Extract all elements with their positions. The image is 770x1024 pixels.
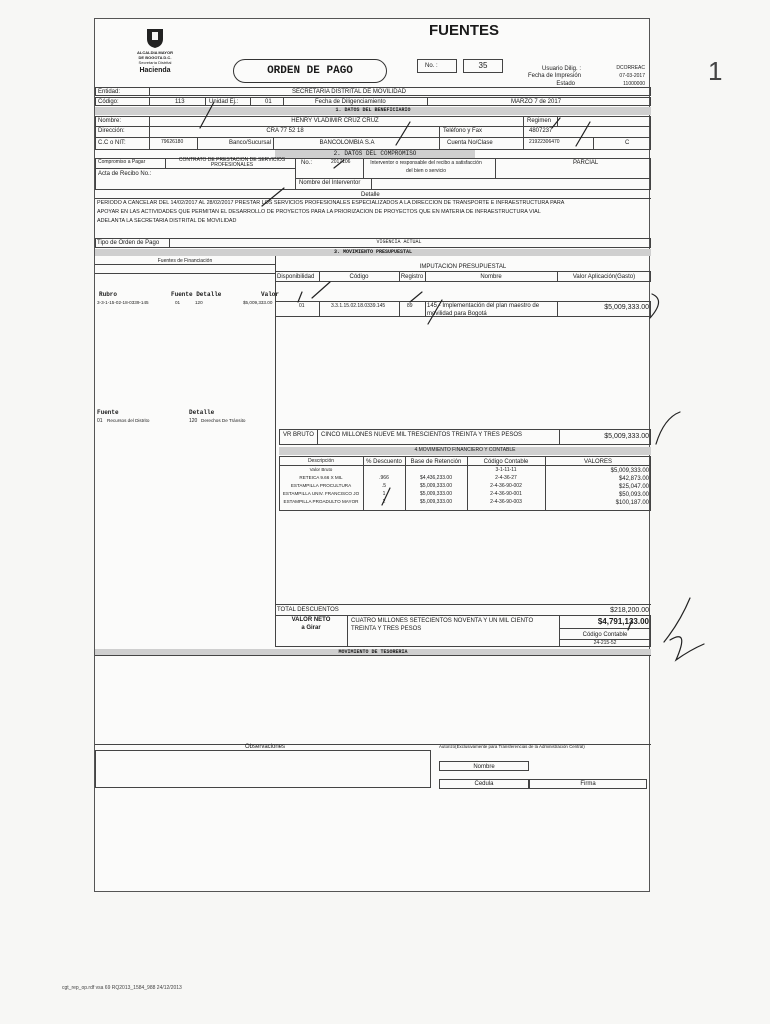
commitment-no-value: 2017106 bbox=[331, 159, 351, 165]
col-registro: Registro bbox=[400, 274, 424, 280]
account-label: Cuenta No/Clase bbox=[447, 140, 493, 146]
imputation-name-2: movilidad para Bogotá bbox=[427, 311, 487, 317]
total-discounts-label: TOTAL DESCUENTOS bbox=[277, 607, 339, 613]
fin-r1-val: $42,873.00 bbox=[618, 476, 649, 482]
beneficiary-section-title: 1. DATOS DEL BENEFICIARIO bbox=[335, 107, 411, 113]
account-value: 21922306470 bbox=[529, 139, 560, 145]
regimen-label: Regimen bbox=[527, 118, 552, 124]
col-codigo: Código bbox=[349, 274, 369, 280]
nit-value: 79626180 bbox=[161, 139, 184, 145]
fin-r0-desc: Valor Bruto bbox=[309, 467, 333, 472]
fin-r2-val: $25,047.00 bbox=[618, 484, 649, 490]
order-type-value: VIGENCIA ACTUAL bbox=[376, 239, 422, 245]
logo-line-1: ALCALDIA MAYOR bbox=[137, 50, 173, 55]
fin-r4-pct: 2 bbox=[382, 499, 386, 505]
interventor-note: Interventor o responsable del recibo a satisfacción del bien o servicio bbox=[370, 160, 482, 174]
user-value: DCORREAC bbox=[616, 65, 645, 71]
fin-r3-base: $5,009,333.00 bbox=[420, 491, 452, 497]
commitment-no-label: No.: bbox=[301, 160, 313, 166]
authorized-label: Autorizó(Exclusivamente para Transferencias de la Administración Central) bbox=[439, 744, 585, 749]
detalle-label: Detalle bbox=[189, 409, 215, 416]
address-value: CRA 77 52 18 bbox=[266, 128, 304, 134]
fin-r4-base: $5,009,333.00 bbox=[420, 499, 452, 505]
fin-r1-code: 2-4-36-27 bbox=[495, 475, 517, 481]
det-value: 120 bbox=[189, 418, 198, 424]
fin-r4-val: $100,187.00 bbox=[615, 500, 649, 506]
fin-h-code: Código Contable bbox=[483, 459, 529, 465]
gross-words: CINCO MILLONES NUEVE MIL TRESCIENTOS TREINTA Y TRES PESOS bbox=[321, 432, 523, 438]
bank-label: Banco/Sucursal bbox=[229, 140, 272, 146]
finance-section-title: 4.MOVIMIENTO FINANCIERO Y CONTABLE bbox=[414, 447, 516, 453]
imputation-name-1: 145 - Implementación del plan maestro de bbox=[427, 303, 540, 309]
gross-value: $5,009,333.00 bbox=[604, 433, 649, 440]
print-date-label: Fecha de Impresión bbox=[527, 73, 581, 79]
src-name: Recursos del Distrito bbox=[107, 418, 150, 423]
fin-r1-pct: .966 bbox=[379, 475, 389, 481]
unit-value: 01 bbox=[265, 99, 272, 105]
imputation-disp: 01 bbox=[299, 303, 305, 309]
funding-title: Fuentes de Financiación bbox=[157, 258, 213, 264]
fin-h-pct: % Descuento bbox=[366, 459, 402, 465]
logo-line-2: DE BOGOTA D.C. bbox=[138, 55, 172, 60]
fin-r3-pct: 1 bbox=[382, 491, 386, 497]
account-class: C bbox=[625, 140, 630, 146]
rubro-value: 3-3-1-15-02-18-0339-145 bbox=[97, 300, 149, 305]
commitment-section-title: 2. DATOS DEL COMPROMISO bbox=[333, 150, 417, 157]
col-nombre: Nombre bbox=[480, 274, 502, 280]
receipt-act-label: Acta de Recibo No.: bbox=[98, 171, 152, 177]
fin-r0-val: $5,009,333.00 bbox=[610, 468, 649, 474]
net-label-1: VALOR NETO bbox=[291, 617, 331, 623]
fin-r1-desc: RETEICA 9.66 X MIL bbox=[299, 475, 343, 480]
nit-label: C.C o NIT: bbox=[98, 140, 126, 146]
order-title: ORDEN DE PAGO bbox=[267, 65, 353, 77]
authorized-id-label: Cedula bbox=[474, 781, 494, 787]
order-type-label: Tipo de Orden de Pago bbox=[97, 240, 160, 246]
name-value: HENRY VLADIMIR CRUZ CRUZ bbox=[291, 118, 379, 124]
observations-label: Observaciones bbox=[244, 744, 286, 750]
net-words: CUATRO MILLONES SETECIENTOS NOVENTA Y UN MIL CIENTO TREINTA Y TRES PESOS bbox=[351, 618, 534, 632]
bank-value: BANCOLOMBIA S.A bbox=[319, 140, 375, 146]
col-disponibilidad: Disponibilidad bbox=[277, 274, 315, 280]
logo-line-3: Secretaría Distrital bbox=[138, 60, 172, 65]
fin-r2-code: 2-4-36-90-002 bbox=[490, 483, 522, 489]
state-value: 11000000 bbox=[623, 81, 645, 87]
net-account-value: 24-215-52 bbox=[593, 640, 617, 646]
fin-h-val: VALORES bbox=[584, 459, 612, 465]
total-discounts-value: $218,200.00 bbox=[610, 607, 649, 614]
commitment-label: Compromiso a Pagar bbox=[98, 159, 146, 165]
fin-r4-desc: ESTAMPILLA PROADULTO MAYOR bbox=[283, 499, 359, 504]
signature-label: Firma bbox=[580, 781, 596, 787]
detail-line-1: PERIODO A CANCELAR DEL 14/02/2017 AL 28/02/2017 PRESTAR LOS SERVICIOS PROFESIONALES ESPECIALIZADOS A LA DIRECCION DE TRANSPORTE E INFRAESTRUCTURA PARA bbox=[97, 200, 565, 206]
fuente-detalle-label: Fuente Detalle bbox=[171, 291, 222, 298]
user-label: Usuario Dilig. : bbox=[541, 66, 581, 72]
det-name: Derechos De Tránsito bbox=[201, 418, 246, 423]
imputation-code: 3.3.1.15.02.18.0339.145 bbox=[331, 303, 386, 309]
entity-label: Entidad: bbox=[98, 89, 121, 95]
fill-date-value: MARZO 7 de 2017 bbox=[511, 99, 562, 105]
treasury-section-title: MOVIMIENTO DE TESORERIA bbox=[338, 649, 408, 655]
address-label: Dirección: bbox=[98, 128, 125, 134]
detail-line-2: APOYAR EN LAS ACTIVIDADES QUE PERMITAN EL DESARROLLO DE PROYECTOS PARA LA PRIORIZACION DE PROYECTOS QUE EN MATERIA DE INFRAESTRUCTURA VIAL bbox=[97, 209, 541, 215]
fin-r4-code: 2-4-36-90-003 bbox=[490, 499, 522, 505]
valor-label: Valor bbox=[261, 291, 280, 298]
partial-label: PARCIAL bbox=[573, 160, 599, 166]
phone-label: Teléfono y Fax bbox=[443, 128, 483, 134]
fin-r3-val: $50,093.00 bbox=[618, 492, 649, 498]
report-footer: cgt_rep_op.rdf vsa 69 RQ2013_1584_988 24/12/2013 bbox=[62, 985, 182, 991]
name-label: Nombre: bbox=[98, 118, 122, 124]
entity-value: SECRETARIA DISTRITAL DE MOVILIDAD bbox=[292, 89, 406, 95]
rubro-amount: $5,009,333.00 bbox=[243, 300, 273, 305]
number-value: 35 bbox=[478, 61, 488, 70]
fin-r2-desc: ESTAMPILLA PROCULTURA bbox=[290, 483, 352, 488]
authorized-name-label: Nombre bbox=[473, 764, 495, 770]
fin-h-base: Base de Retención bbox=[410, 459, 462, 465]
imputation-title: IMPUTACION PRESUPUESTAL bbox=[419, 264, 507, 270]
net-label-2: a Girar bbox=[301, 625, 321, 631]
net-account-label: Código Contable bbox=[582, 632, 628, 638]
phone-value: 4807237 bbox=[529, 128, 553, 134]
fill-date-label: Fecha de Diligenciamiento bbox=[315, 99, 386, 105]
detail-line-3: ADELANTA LA SECRETARIA DISTRITAL DE MOVILIDAD bbox=[97, 218, 237, 224]
detail-label: Detalle bbox=[361, 192, 380, 198]
number-label: No. : bbox=[425, 63, 438, 69]
page-number-marker: 1 bbox=[708, 56, 723, 86]
rubro-label: Rubro bbox=[99, 291, 118, 298]
fin-r0-code: 3-1-11-11 bbox=[495, 467, 517, 473]
fin-h-desc: Descripción bbox=[307, 458, 335, 464]
document-header-title: FUENTES bbox=[429, 22, 500, 39]
budget-section-title: 3. MOVIMIENTO PRESUPUESTAL bbox=[333, 249, 412, 255]
fin-r3-desc: ESTAMPILLA UNIV. FRANCISCO JO bbox=[282, 491, 360, 496]
detalle-value: 120 bbox=[195, 300, 203, 305]
col-valor: Valor Aplicación(Gasto) bbox=[572, 274, 636, 280]
interventor-name-label: Nombre del Interventor bbox=[299, 180, 361, 186]
imputation-reg: 89 bbox=[407, 303, 413, 309]
net-value: $4,791,133.00 bbox=[597, 617, 649, 626]
state-label: Estado bbox=[556, 81, 575, 87]
fin-r1-base: $4,436,233.00 bbox=[420, 475, 452, 481]
logo-line-4: Hacienda bbox=[139, 67, 171, 74]
unit-label: Unidad Ej.: bbox=[209, 99, 239, 105]
src-value: 01 bbox=[97, 418, 103, 424]
code-value: 113 bbox=[175, 99, 185, 105]
fin-r2-base: $5,009,333.00 bbox=[420, 483, 452, 489]
fuente-value: 01 bbox=[175, 300, 181, 305]
imputation-value: $5,009,333.00 bbox=[604, 304, 649, 311]
fin-r2-pct: .5 bbox=[381, 483, 387, 489]
commitment-value: CONTRATO DE PRESTACION DE SERVICIOS PROFESIONALES bbox=[178, 157, 286, 168]
fuente-label: Fuente bbox=[97, 409, 119, 416]
gross-label: VR BRUTO bbox=[283, 432, 314, 438]
code-label: Código: bbox=[98, 99, 119, 105]
fin-r3-code: 2-4-36-90-001 bbox=[490, 491, 522, 497]
print-date-value: 07-03-2017 bbox=[619, 73, 645, 79]
